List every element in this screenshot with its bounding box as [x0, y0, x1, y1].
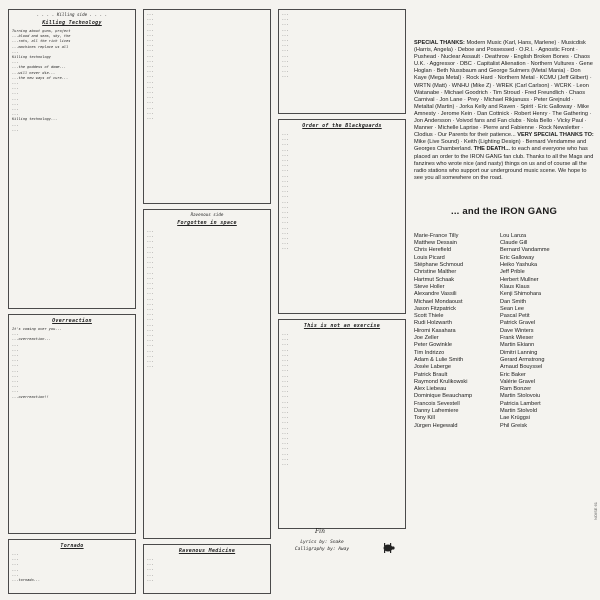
song-title: Forgotten in space	[177, 220, 237, 226]
lyric-block	[8, 314, 136, 534]
lyric-line: ...	[147, 286, 154, 291]
fan-name: Frank Wieser	[500, 335, 534, 342]
fan-name: Alexandre Vassili	[414, 291, 457, 298]
lyric-line: ...tornado...	[12, 578, 41, 583]
lyric-line: ...	[12, 353, 19, 358]
lyric-block	[278, 9, 406, 114]
fan-name: Hartmut Schaak	[414, 276, 455, 283]
lyric-line: ...	[282, 69, 289, 74]
lyric-line: ...	[12, 552, 19, 556]
lyric-line: ...	[147, 348, 154, 353]
lyric-line: ...	[282, 456, 289, 461]
lyric-line: ...	[282, 194, 289, 199]
fan-name: Stéphane Schmoud	[414, 262, 464, 269]
lyric-line: Killing technology...	[12, 117, 58, 122]
lyric-line: ...	[12, 389, 19, 394]
lyric-line: ...	[282, 32, 289, 37]
special-thanks-label: SPECIAL THANKS:	[414, 40, 465, 46]
lyric-line: ...	[282, 189, 289, 194]
lyric-line: ...	[12, 384, 19, 389]
song-title: Ravenous Medicine	[178, 548, 236, 554]
lyric-line: ...	[282, 347, 289, 352]
fan-name: Danny Lafremiere	[414, 408, 459, 414]
lyrics-column-2	[143, 9, 271, 594]
lyric-line: It's coming over you...	[12, 327, 62, 331]
fan-name: Jeff Prible	[500, 269, 525, 276]
fan-name: Raymond Krulikowski	[414, 378, 468, 385]
lyric-line: ...	[282, 199, 289, 204]
special-thanks-text: Modern Music (Karl, Hans, Marlene) · Musicdisk (Harris, Angela) · Deboe and Possessed · O.R.I. · Agnostic Front · Pushead · Nuclear Assault · Deathrow · English Broken Bones · Chaos U.K. · Aggressor · DBC · Capitalist Alienation · Northern Vultures · Gene Hoglan · Beth Nussbaum and George Sulmers (Metal Mania) · Don Kaye (Mega Metal) · Rock Hard · Northern Metal · KCMU (Jeff Gilbert) · WRTN (Matt) · WNHU (Mike Z) · WREK (Carl Carlson) · WCRK · Leon Watanabe · Michael Goodrich · Tim Stroud · Fred Freundlich · Chaos Carnival · Jon Lane · Prey · Michael Rikjanuss · Peter Grejnuld · Metaltal (Martin) · Jorka Kelly and Raven · Spirit · Eric Galloway · Mike Amnesty · Jerome Kein · Dan Cottnick · Robert Henry · The Gathering · Jon Andersson · Voivod fans and Fan clubs · Nola Bello · Vicky Paul · Manner · Michelle Laprise · Pierre and Fabienne · Rock Newsletter · Clodius · Our Parents for their patience...	[414, 40, 593, 139]
lyric-line: ...	[147, 291, 154, 296]
lyric-line: ...	[282, 236, 289, 241]
lyric-line: ...	[282, 394, 289, 399]
lyric-line: Killing technology	[12, 55, 51, 60]
turtle-icon	[380, 540, 396, 556]
lyric-block	[278, 319, 406, 529]
lyric-line: ...	[147, 327, 154, 332]
lyric-line: ...	[147, 260, 154, 265]
lyric-line: ...	[147, 567, 154, 572]
song-title: Tornado	[60, 543, 84, 549]
calligraphy-by-line: Calligraphy by: Away	[294, 546, 350, 552]
lyric-line: ...	[147, 249, 154, 254]
fin-label: Fin	[315, 528, 325, 535]
fan-name: Francois Sevestell	[414, 400, 460, 407]
lyric-line: ...	[282, 342, 289, 347]
lyric-line: ...will never die...	[12, 70, 56, 75]
lyric-line: ...the goddess of dome...	[12, 65, 67, 70]
lyric-line: ...	[282, 337, 289, 342]
lyric-line: ...	[147, 275, 154, 280]
lyric-line: ...	[147, 17, 154, 22]
lyric-line: ...	[282, 462, 289, 467]
fan-name: Hiromi Kasahara	[414, 327, 456, 334]
lyric-line: ...	[12, 86, 19, 91]
lyric-line: ...	[147, 562, 154, 567]
lyric-line: ...	[147, 270, 154, 275]
the-death-label: THE DEATH...	[473, 146, 510, 153]
fan-name: Tim Indrizzo	[414, 349, 445, 356]
lyric-line: ...	[282, 430, 289, 435]
fan-name: Jürgen Hegewald	[414, 422, 458, 429]
lyric-line: ...	[282, 225, 289, 230]
lyric-line: ...	[147, 333, 154, 338]
lyrics-by-line: Lyrics by: Snake	[300, 540, 344, 545]
fan-name: Jason Fitzpatrick	[414, 305, 456, 312]
lyric-line: ...	[282, 43, 289, 48]
song-title: Order of the Blackguards	[302, 123, 382, 129]
fan-name: Phil Greisk	[500, 422, 528, 429]
lyric-line: ...	[12, 127, 19, 132]
lyric-line: ...	[282, 451, 289, 456]
fan-name: Kenji Shimohara	[500, 291, 542, 298]
lyric-line: ...	[282, 404, 289, 409]
lyric-line: ...	[282, 12, 289, 16]
lyric-line: ...	[12, 373, 19, 378]
lyric-line: ...	[12, 342, 19, 347]
lyric-line: ...	[147, 38, 154, 43]
fan-name: Dominique Beauchamp	[414, 393, 473, 400]
lyric-line: ...machines replace us all	[12, 44, 69, 49]
lyric-line: ...	[147, 64, 154, 69]
lyric-line: Turning about guns, project	[12, 29, 71, 33]
lyric-line: ...	[12, 572, 19, 577]
fan-name: Sean Lee	[500, 305, 524, 312]
lyric-line: ...	[147, 32, 154, 37]
lyric-line: ...	[282, 215, 289, 220]
fan-name: Tony Kill	[414, 415, 435, 422]
lyric-line: ...	[282, 58, 289, 63]
lyric-line: ...	[147, 338, 154, 343]
lyric-line: ...	[147, 359, 154, 364]
lyric-line: ...	[282, 142, 289, 147]
fan-name: Martin Stolovoiu	[500, 393, 541, 400]
lyric-block	[8, 539, 136, 594]
lyric-block	[278, 119, 406, 314]
lyric-line: ...	[282, 230, 289, 235]
fan-name: Louis Picard	[414, 254, 445, 261]
fan-name: Rudi Holzwarth	[414, 320, 452, 327]
lyric-line: ...	[282, 53, 289, 58]
song-title: Killing Technology	[42, 20, 102, 26]
fan-name: Valérie Gravel	[500, 378, 536, 385]
lyric-line: ...	[282, 410, 289, 415]
lyrics-column-1	[8, 9, 136, 594]
fan-name: Arnaud Bouyssel	[500, 364, 543, 371]
lyric-line: ...	[282, 446, 289, 451]
lyric-line: ...	[282, 415, 289, 420]
fan-name: Eric Galloway	[500, 254, 535, 261]
fan-name: Ram Bonzer	[500, 386, 532, 393]
lyric-line: ...	[282, 378, 289, 383]
fan-name: Claude Gill	[500, 240, 528, 247]
fan-name: Heiko Yashuka	[500, 262, 538, 269]
lyric-line: ...	[147, 281, 154, 286]
lyric-line: ...	[147, 69, 154, 74]
lyric-line: ...	[12, 567, 19, 572]
lyric-line: ...	[147, 48, 154, 53]
lyric-line: ...	[147, 364, 154, 369]
lyric-line: ...	[147, 53, 154, 58]
lyric-line: ...	[282, 38, 289, 43]
lyric-line: ...	[282, 204, 289, 209]
lyric-line: ...	[12, 368, 19, 373]
lyric-line: ...	[12, 96, 19, 101]
fan-name: Patrick Brault	[414, 371, 448, 378]
lyric-line: ...	[282, 368, 289, 373]
fan-name: Eric Baker	[500, 371, 526, 378]
fan-name: Joe Zeller	[414, 335, 439, 342]
lyric-line: ...overreaction...	[12, 337, 51, 342]
fan-name: Martin Stolvold	[500, 408, 537, 414]
fan-name: Pascal Petit	[500, 313, 530, 320]
names-column-left	[414, 233, 492, 430]
lyric-line: ...	[147, 307, 154, 312]
lyric-line: ...	[282, 352, 289, 357]
lyric-line: ...	[147, 22, 154, 27]
lyric-line: ...	[147, 100, 154, 105]
handwritten-lyrics-area	[8, 9, 406, 594]
lyrics-column-3	[278, 9, 406, 594]
fan-name: Peter Gowinkle	[414, 342, 452, 349]
lyric-line: ...overreaction!!	[12, 394, 49, 399]
fan-name: Adam & Lulie Smith	[414, 356, 464, 363]
fan-name: Klaus Klaus	[500, 283, 530, 290]
lyric-line: ...	[147, 12, 154, 16]
lyric-line: ...	[147, 27, 154, 32]
lyric-line: ...	[12, 91, 19, 96]
lyric-side-label: Ravenous side	[190, 212, 224, 217]
lyric-line: ...	[282, 163, 289, 168]
lyric-line: ...	[147, 557, 154, 561]
lyric-block	[143, 9, 271, 204]
lyric-line: ...	[147, 79, 154, 84]
lyric-line: ...	[282, 168, 289, 173]
lyric-line: ...	[282, 184, 289, 189]
lyric-line: ...	[12, 332, 19, 337]
fan-name: Chris Herefield	[414, 247, 451, 254]
the-death-text: to each and everyone who has placed an order to the IRON GANG fan club. Thanks to all the Mags and fanzines who wrote nice (and nasty) things on us and of course all the radio stations who support our underground music scene. We hope to see you all somewhere on the road.	[414, 146, 594, 181]
lyric-line: ...	[282, 132, 289, 136]
fan-name: Lae Krùggsi	[500, 415, 530, 422]
lyric-line: ...	[12, 112, 19, 117]
lyric-line: ...	[147, 322, 154, 327]
lyric-line: ...	[12, 49, 19, 54]
lyric-line: ...	[282, 389, 289, 394]
lyric-line: ...	[147, 43, 154, 48]
catalog-number: NOISE 61	[593, 501, 598, 520]
fan-name: Scott Thiele	[414, 313, 444, 320]
lyric-line: ...	[147, 90, 154, 95]
lyric-line: ...	[282, 147, 289, 152]
lyric-block	[8, 9, 136, 309]
lyric-block	[143, 209, 271, 539]
fan-name: Alex Liebeau	[414, 386, 447, 393]
fan-name: Dave Winters	[500, 327, 534, 334]
lyric-line: ...	[147, 239, 154, 244]
lyric-line: ...	[282, 173, 289, 178]
fan-name: Matthew Dessain	[414, 240, 457, 247]
lyric-line: ...	[147, 110, 154, 115]
lyric-line: ...	[282, 48, 289, 53]
lyric-line: ...	[282, 332, 289, 336]
lyric-line: ...	[12, 60, 19, 65]
fan-name: Bernard Vandamme	[500, 247, 550, 254]
lyric-line: ...	[282, 220, 289, 225]
lyric-line: ...	[282, 246, 289, 251]
lyric-line: ...	[282, 152, 289, 157]
iron-gang-title: ... and the IRON GANG	[451, 205, 558, 217]
names-column-right	[500, 233, 578, 430]
lyric-line: ...	[282, 384, 289, 389]
lyric-line: ...	[12, 107, 19, 112]
lyric-line: ...	[147, 317, 154, 322]
lyric-line: ...	[147, 572, 154, 577]
fan-name: Lou Lanza	[500, 232, 527, 239]
lyric-line: ...	[147, 301, 154, 306]
lyric-line: ...	[147, 343, 154, 348]
lyric-line: ...	[147, 74, 154, 79]
lyric-line: ...the new ways of cure...	[12, 75, 69, 80]
credits-panel	[414, 40, 594, 594]
lyric-line: ...rats, all the rich lives	[12, 39, 71, 44]
lyric-line: ...	[282, 178, 289, 183]
lyric-line: ...	[147, 58, 154, 63]
very-special-thanks-text: Mike (Live Sound) · Keith (Lighting Design) · Bernard Vendamme and Georges Chamberland.	[414, 139, 587, 153]
fan-name: Marie-France Tilly	[414, 232, 459, 239]
lyric-block	[143, 544, 271, 594]
lyric-line: ...	[12, 363, 19, 368]
lyric-line: ...	[147, 312, 154, 317]
lyric-line: ...	[282, 441, 289, 446]
fan-name: Patrick Gravel	[500, 320, 536, 327]
lyric-line: ...	[282, 241, 289, 246]
lyric-line: ...	[12, 81, 19, 86]
lyric-line: ...	[282, 137, 289, 142]
lyric-line: ...	[12, 379, 19, 384]
lyric-line: ...	[282, 358, 289, 363]
lyric-line: ...	[12, 562, 19, 567]
lyric-line: ...	[282, 363, 289, 368]
lyric-line: ...	[282, 22, 289, 27]
lyric-line: ...	[282, 425, 289, 430]
fan-name: Patricia Lambert	[500, 400, 541, 407]
lyric-line: ...	[147, 84, 154, 89]
fan-name: Dimitri Lanning	[500, 349, 538, 356]
lyric-line: ...	[282, 399, 289, 404]
song-title: This is not an exercise	[303, 323, 381, 329]
lyric-line: ...blood and seas, sky, the	[12, 34, 71, 39]
fan-name: Dan Smith	[500, 298, 527, 305]
lyric-line: ...	[12, 101, 19, 106]
fan-name: Christine Malther	[414, 269, 457, 276]
lyric-line: ...	[12, 122, 19, 127]
fan-name: Steve Holler	[414, 283, 445, 290]
lyric-line: ...	[147, 116, 154, 121]
lyric-line: ...	[147, 296, 154, 301]
lyric-line: ...	[147, 353, 154, 358]
lyric-line: ...	[12, 347, 19, 352]
lyric-line: ...	[282, 17, 289, 22]
lyric-line: ...	[147, 234, 154, 239]
lyric-line: ...	[147, 229, 154, 233]
special-thanks	[414, 40, 594, 182]
fan-name: Gerard Armstrong	[500, 356, 545, 363]
lyric-line: ...	[282, 27, 289, 32]
lyric-line: ...	[147, 244, 154, 249]
lyrics-credit	[272, 540, 372, 553]
fan-name: Herbert Mullner	[500, 276, 539, 283]
lyric-line: ...	[282, 74, 289, 79]
very-special-thanks-label: VERY SPECIAL THANKS TO:	[517, 132, 594, 139]
lyric-line: ...	[12, 358, 19, 363]
lyric-line: ...	[147, 105, 154, 110]
lyric-line: ...	[147, 265, 154, 270]
lyric-line: ...	[147, 255, 154, 260]
iron-gang-names	[414, 233, 594, 430]
song-title: Overreaction	[52, 318, 92, 324]
lyric-line: ...	[282, 158, 289, 163]
lyric-line: ...	[147, 95, 154, 100]
lyric-line: ...	[282, 436, 289, 441]
lyric-line: ...	[282, 210, 289, 215]
fan-name: Martin Ekiann	[500, 342, 535, 349]
fan-name: Josée Laberge	[414, 364, 452, 371]
lyric-side-label: . . . . Killing side . . . .	[36, 12, 108, 17]
lyric-line: ...	[147, 577, 154, 582]
lyric-line: ...	[282, 64, 289, 69]
fan-name: Michael Mondaoust	[414, 298, 463, 305]
lyric-line: ...	[282, 420, 289, 425]
lyric-line: ...	[282, 373, 289, 378]
lyric-line: ...	[12, 557, 19, 562]
